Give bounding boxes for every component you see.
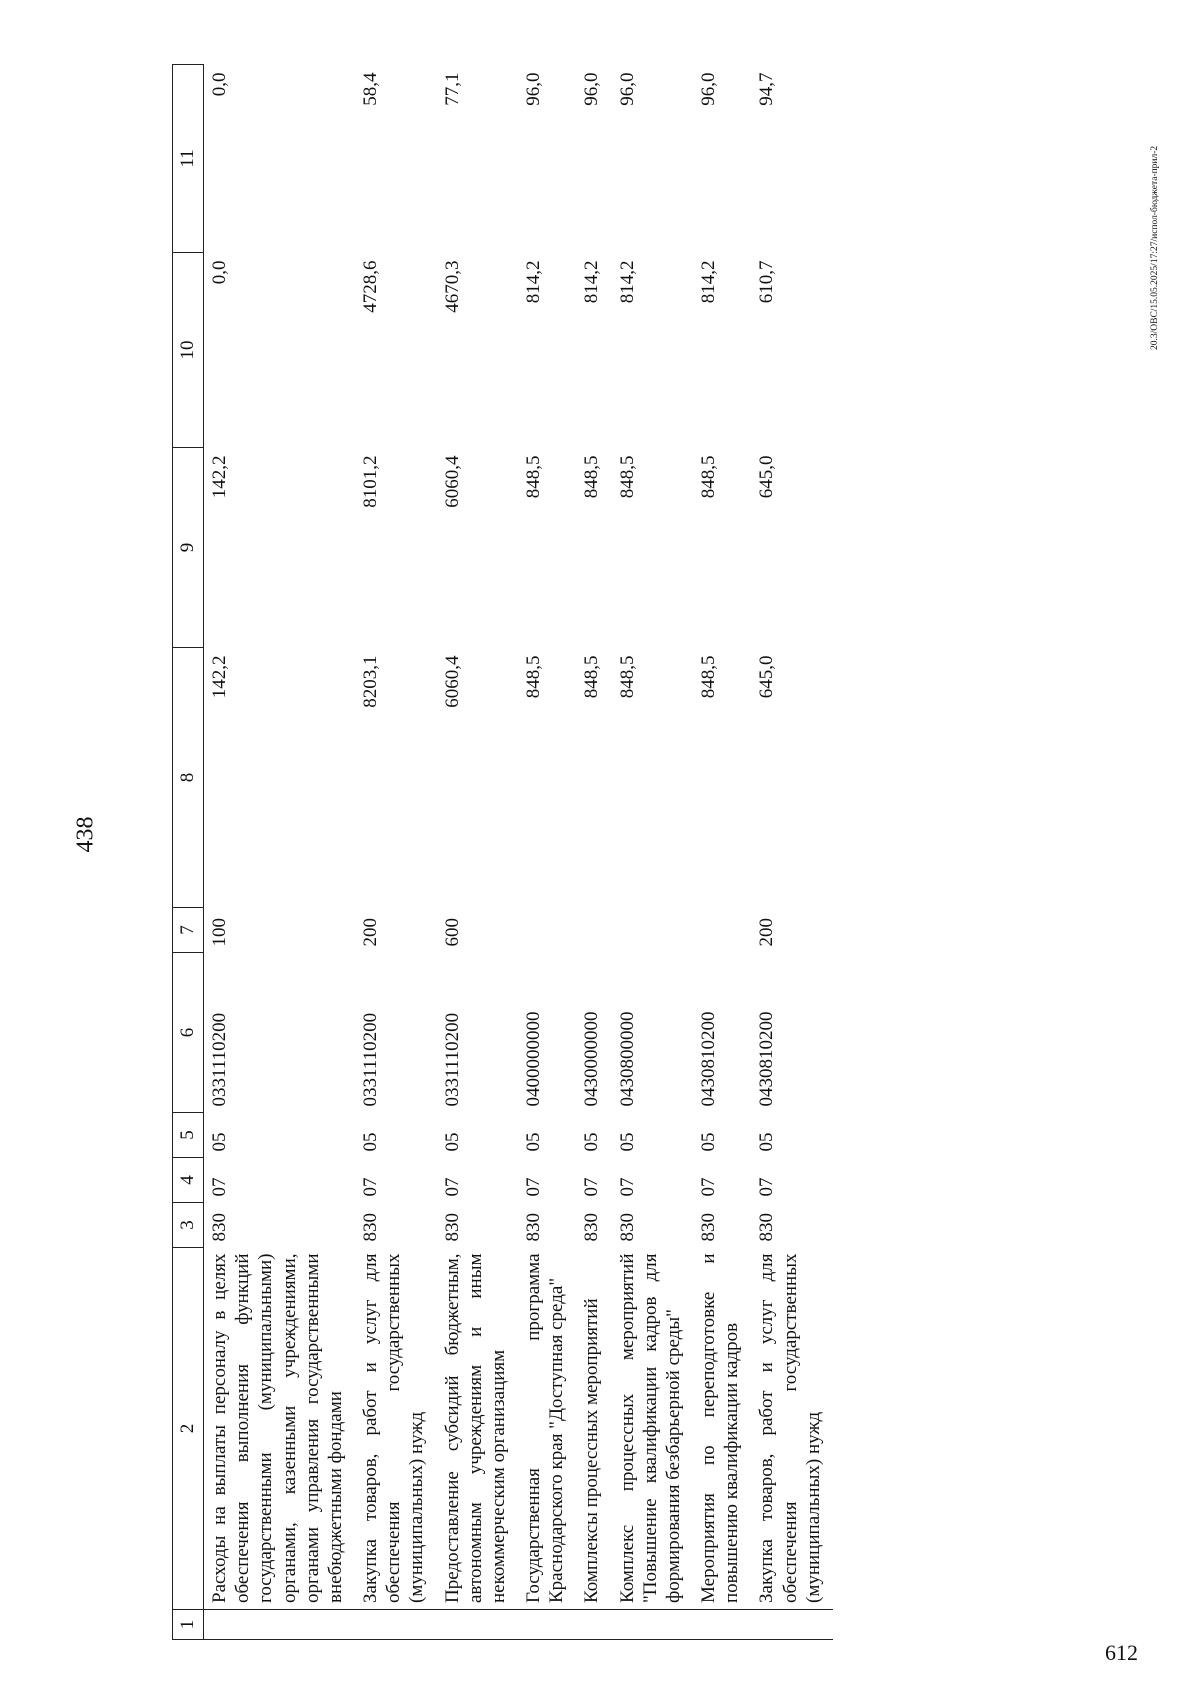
cell-col1 [204,1610,356,1640]
table-row [751,65,833,1640]
cell-c11: 58,4 [360,72,382,106]
cell-c8: 8203,1 [360,655,382,708]
cell-c6: 0430800000 [616,1011,638,1107]
column-header-2: 2 [173,1248,204,1610]
cell-col1 [518,1610,576,1640]
table-row [355,65,437,1640]
cell-c5: 05 [698,1132,720,1152]
cell-c7 [693,908,751,953]
cell-col1 [612,1610,694,1640]
cell-c10: 814,2 [523,260,545,304]
cell-c8: 645,0 [756,655,778,699]
cell-c9: 142,2 [209,455,230,499]
cell-c8: 848,5 [698,655,720,699]
row-name: Закупка товаров, работ и услуг для обеспечения государственных (муниципальных) нужд [756,1253,824,1603]
cell-c3: 830 [698,1213,720,1242]
cell-c11: 94,7 [756,72,778,106]
cell-c4: 07 [616,1177,638,1197]
column-header-4: 4 [173,1158,204,1203]
cell-c5: 05 [209,1132,230,1152]
page-number: 438 [72,816,99,853]
cell-c11: 0,0 [209,72,230,97]
cell-c7 [576,908,611,953]
cell-c6: 0430810200 [698,1011,720,1107]
budget-table-container [172,65,1097,1640]
cell-c5: 05 [523,1132,545,1152]
cell-c4: 07 [581,1177,603,1197]
column-header-3: 3 [173,1203,204,1248]
column-header-8: 8 [173,648,204,908]
row-name: Расходы на выплаты персоналу в целях обеспечения выполнения функций государственными (муниципальными) органами, казенными учреждениями, органами управления государственными внебюджетными фондами [209,1253,346,1603]
cell-col1 [437,1610,519,1640]
cell-c3: 830 [360,1213,382,1242]
table-row [612,65,694,1640]
cell-c10: 4670,3 [441,260,463,313]
cell-c8: 848,5 [581,655,603,699]
table-row [693,65,751,1640]
cell-c3: 830 [523,1213,545,1242]
cell-c6: 0331110200 [360,1012,382,1107]
table-row [576,65,611,1640]
column-header-6: 6 [173,953,204,1113]
cell-c4: 07 [756,1177,778,1197]
cell-c6: 0331110200 [209,1012,230,1107]
cell-c10: 0,0 [209,260,230,285]
cell-c4: 07 [209,1177,230,1197]
cell-c9: 848,5 [616,455,638,499]
cell-c7 [518,908,576,953]
row-name: Закупка товаров, работ и услуг для обеспечения государственных (муниципальных) нужд [360,1253,428,1603]
table-row [437,65,519,1640]
column-header-10: 10 [173,253,204,448]
cell-c11: 96,0 [616,72,638,106]
cell-col1 [355,1610,437,1640]
row-name: Комплексы процессных мероприятий [581,1298,603,1603]
cell-c6: 0331110200 [441,1012,463,1107]
cell-c10: 814,2 [616,260,638,304]
cell-c11: 96,0 [523,72,545,106]
table-row [204,65,356,1640]
cell-c10: 4728,6 [360,260,382,313]
budget-table [172,64,833,1640]
cell-col1 [576,1610,611,1640]
cell-c11: 77,1 [441,72,463,106]
cell-c8: 142,2 [209,655,230,699]
cell-col1 [693,1610,751,1640]
cell-c10: 814,2 [698,260,720,304]
sheet-number: 612 [1105,1640,1138,1665]
cell-c5: 05 [616,1132,638,1152]
table-row [518,65,576,1640]
cell-c5: 05 [441,1132,463,1152]
cell-c9: 848,5 [523,455,545,499]
cell-c9: 8101,2 [360,455,382,508]
cell-c8: 848,5 [523,655,545,699]
cell-c11: 96,0 [581,72,603,106]
cell-col1 [751,1610,833,1640]
cell-c7 [612,908,694,953]
cell-c3: 830 [209,1213,230,1242]
cell-c5: 05 [756,1132,778,1152]
cell-c3: 830 [756,1213,778,1242]
cell-c11: 96,0 [698,72,720,106]
cell-c7: 200 [756,918,778,947]
cell-c4: 07 [523,1177,545,1197]
cell-c4: 07 [360,1177,382,1197]
cell-c3: 830 [581,1213,603,1242]
cell-c6: 0400000000 [523,1011,545,1107]
column-header-9: 9 [173,448,204,648]
cell-c6: 0430000000 [581,1011,603,1107]
cell-c4: 07 [698,1177,720,1197]
cell-c9: 848,5 [698,455,720,499]
column-header-11: 11 [173,65,204,253]
cell-c9: 6060,4 [441,455,463,508]
footer-code: 20.3/ОВС/15.05.2025/17:27/испол-бюджета-прил-2 [1150,145,1160,350]
header-row [173,65,204,1640]
column-header-7: 7 [173,908,204,953]
cell-c10: 814,2 [581,260,603,304]
column-header-5: 5 [173,1113,204,1158]
cell-c5: 05 [581,1132,603,1152]
cell-c8: 6060,4 [441,655,463,708]
row-name: Государственная программа Краснодарского края "Доступная среда" [523,1253,568,1603]
cell-c7: 200 [360,918,382,947]
cell-c9: 848,5 [581,455,603,499]
cell-c9: 645,0 [756,455,778,499]
cell-c8: 848,5 [616,655,638,699]
cell-c5: 05 [360,1132,382,1152]
cell-c10: 610,7 [756,260,778,304]
cell-c7: 600 [441,918,463,947]
cell-c3: 830 [441,1213,463,1242]
cell-c7: 100 [209,918,230,947]
row-name: Мероприятия по переподготовке и повышению квалификации кадров [698,1253,743,1603]
row-name: Комплекс процессных мероприятий "Повышение квалификации кадров для формирования безбарьерной среды" [616,1253,684,1603]
row-name: Предоставление субсидий бюджетным, автономным учреждениям и иным некоммерческим организациям [441,1253,509,1603]
cell-c4: 07 [441,1177,463,1197]
cell-c3: 830 [616,1213,638,1242]
cell-c6: 0430810200 [756,1011,778,1107]
column-header-1: 1 [173,1610,204,1640]
